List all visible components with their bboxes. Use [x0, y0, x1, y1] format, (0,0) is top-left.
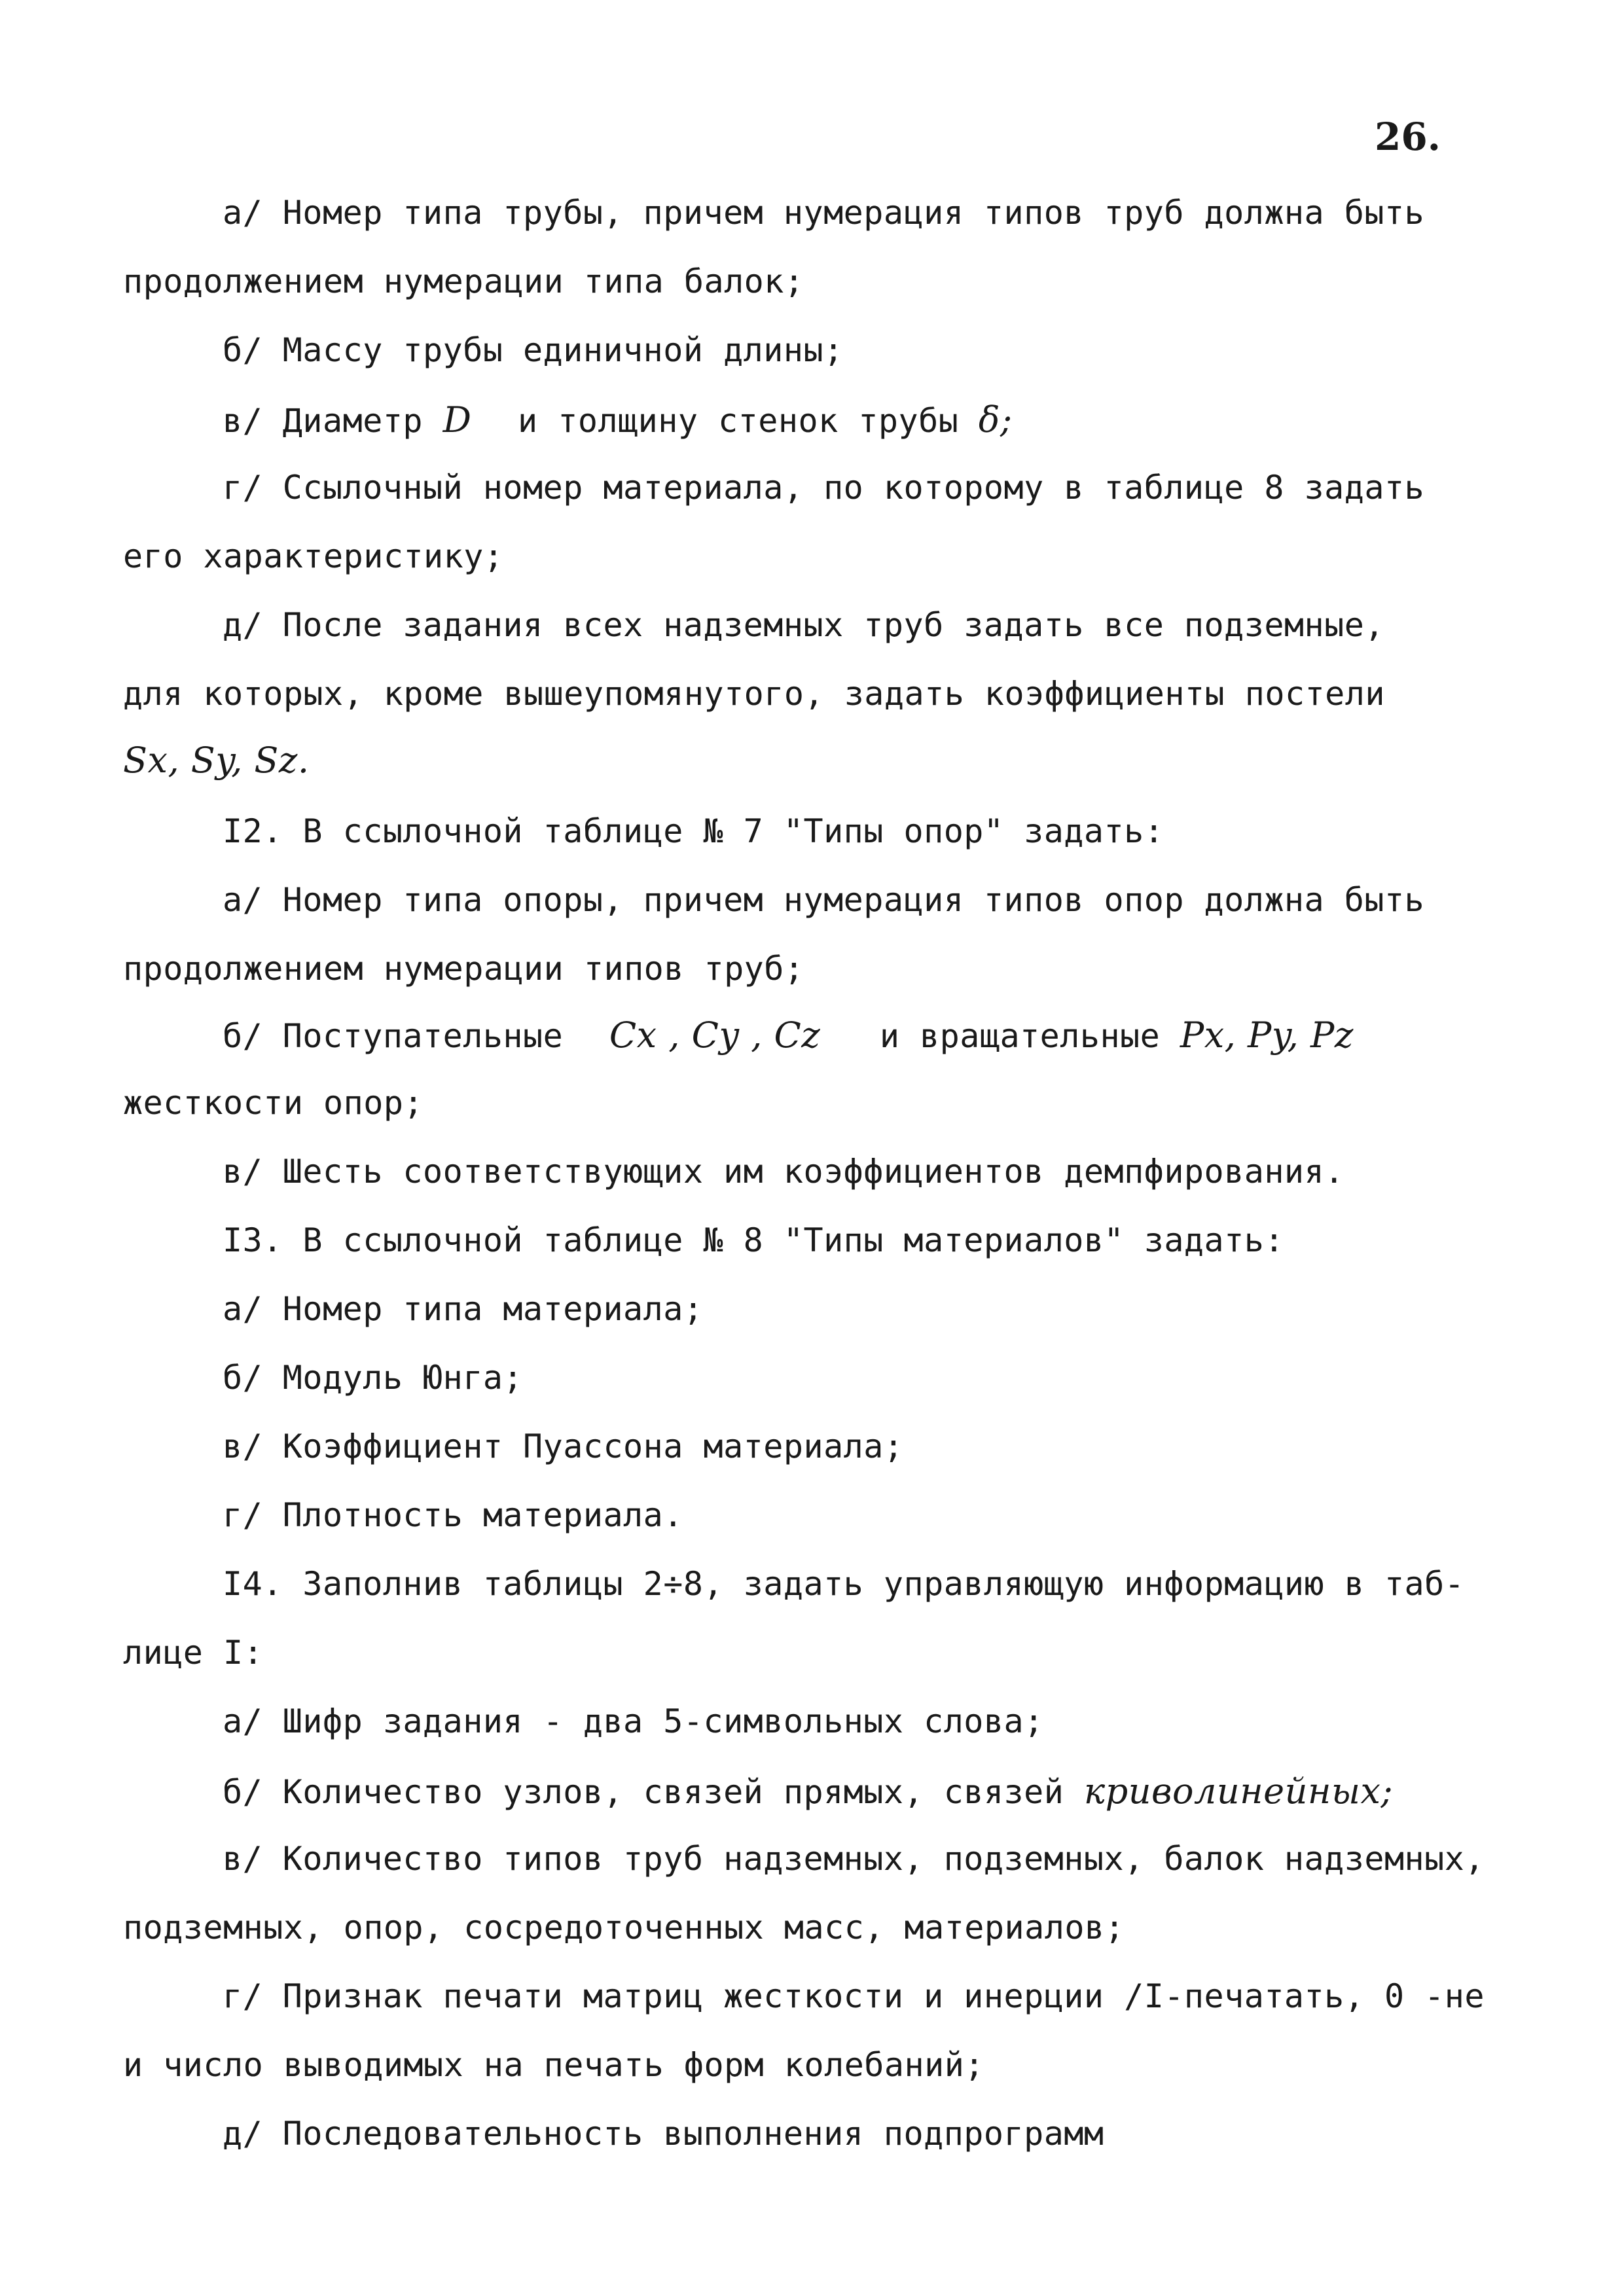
text-line: жесткости опор;: [123, 1084, 424, 1122]
handwritten-symbol: Sx, Sy, Sz.: [123, 740, 310, 781]
text-line: I2. В ссылочной таблице № 7 "Типы опор" задать:: [223, 812, 1164, 850]
text-fragment: б/ Количество узлов, связей прямых, связей: [223, 1773, 1064, 1811]
handwritten-symbol: δ;: [978, 399, 1013, 440]
text-line: I4. Заполнив таблицы 2÷8, задать управляющую информацию в таб-: [223, 1565, 1465, 1603]
text-line: для которых, кроме вышеупомянутого, задать коэффициенты постели: [123, 675, 1385, 713]
handwritten-word: криволинейных;: [1083, 1770, 1394, 1812]
text-fragment: б/ Поступательные: [223, 1017, 564, 1055]
handwritten-symbol: Cx , Cy , Cz: [609, 1014, 821, 1056]
page-number: 26.: [1375, 115, 1441, 159]
text-line: г/ Плотность материала.: [223, 1496, 683, 1534]
text-line: [223, 399, 1013, 440]
text-line: лице I:: [123, 1634, 264, 1672]
handwritten-symbol: D: [442, 399, 472, 440]
text-line: а/ Номер типа опоры, причем нумерация типов опор должна быть: [223, 881, 1425, 919]
text-line: в/ Коэффициент Пуассона материала;: [223, 1427, 904, 1465]
text-line: подземных, опор, сосредоточенных масс, материалов;: [123, 1909, 1125, 1946]
text-line: г/ Признак печати матриц жесткости и инерции /I-печатать, 0 -не: [223, 1977, 1485, 2015]
handwritten-symbol: Px, Py, Pz: [1180, 1014, 1354, 1056]
text-line: I3. В ссылочной таблице № 8 "Типы материалов" задать:: [223, 1221, 1284, 1259]
text-line: продолжением нумерации типа балок;: [123, 262, 804, 300]
text-line: его характеристику;: [123, 537, 504, 575]
text-line: г/ Ссылочный номер материала, по которому в таблице 8 задать: [223, 469, 1425, 507]
text-line: а/ Номер типа трубы, причем нумерация типов труб должна быть: [223, 194, 1425, 232]
text-line: д/ После задания всех надземных труб задать все подземные,: [223, 606, 1384, 644]
text-line: б/ Массу трубы единичной длины;: [223, 331, 844, 369]
text-line: д/ Последовательность выполнения подпрограмм: [223, 2115, 1104, 2153]
text-fragment: в/ Диаметр: [223, 402, 424, 440]
text-line: и число выводимых на печать форм колебаний;: [123, 2046, 984, 2084]
text-fragment: и вращательные: [879, 1017, 1161, 1055]
text-line: а/ Шифр задания - два 5-символьных слова;: [223, 1702, 1044, 1740]
text-line: в/ Шесть соответствующих им коэффициентов демпфирования.: [223, 1153, 1344, 1191]
text-line: [223, 1014, 1354, 1056]
text-line: [223, 1770, 1394, 1812]
text-line: продолжением нумерации типов труб;: [123, 950, 804, 988]
text-line: б/ Модуль Юнга;: [223, 1359, 524, 1397]
text-line: а/ Номер типа материала;: [223, 1290, 704, 1328]
text-line: в/ Количество типов труб надземных, подземных, балок надземных,: [223, 1840, 1485, 1878]
text-fragment: и толщину стенок трубы: [518, 402, 959, 440]
